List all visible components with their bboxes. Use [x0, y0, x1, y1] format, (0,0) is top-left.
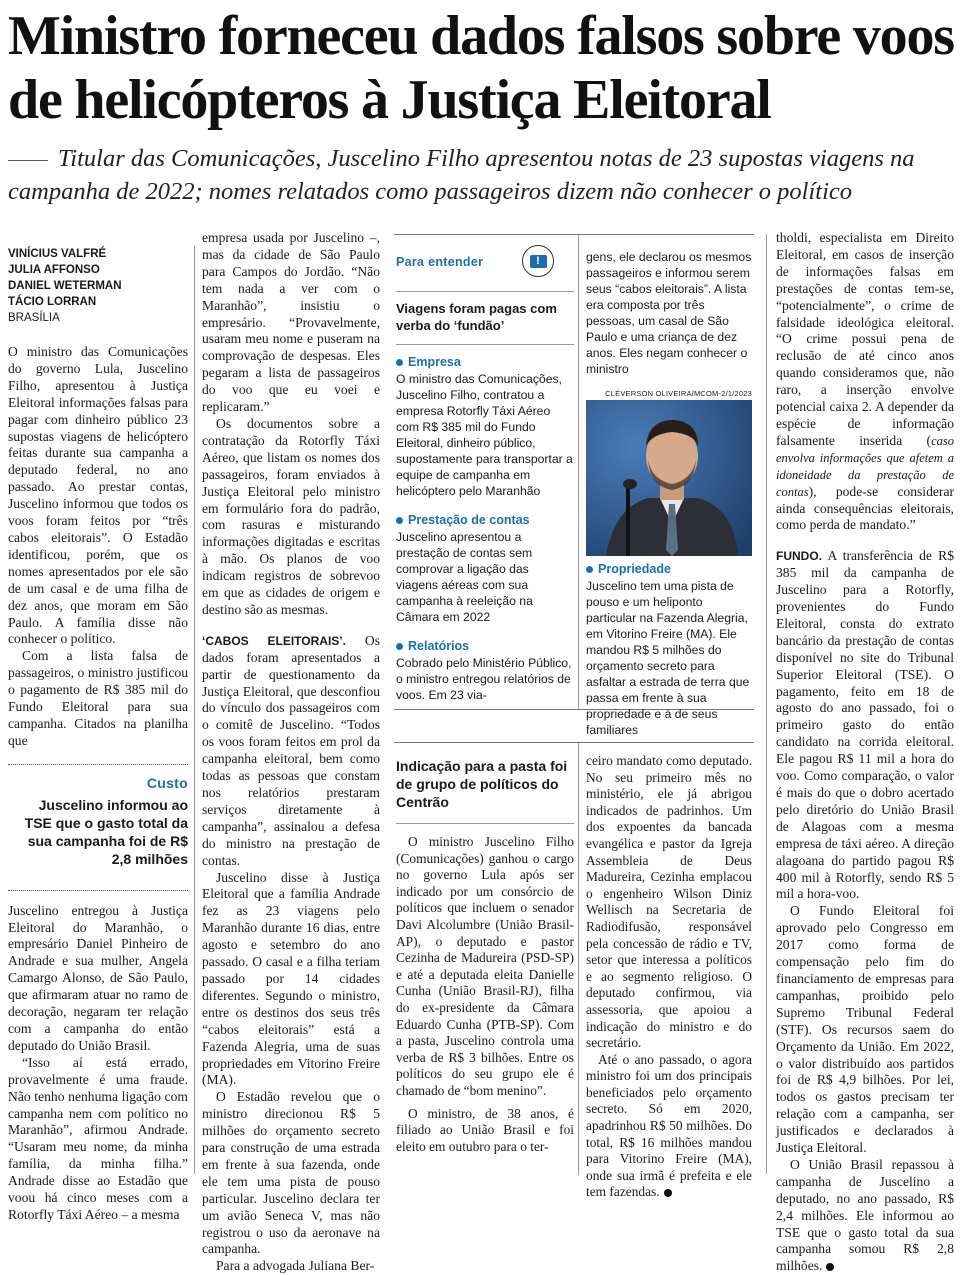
callout	[8, 764, 188, 868]
paragraph: O Fundo Eleitoral foi aprovado pelo Congresso em 2017 como forma de compensação pelo fim do financiamento de empresas para campanhas, proibido pelo Supremo Tribunal Federal (STF). Os recursos saem do Orçamento da União. Em 2022, o valor distribuído aos partidos foi de R$ 4,9 bilhões. Por lei, todos os gastos precisam ter relação com a campanha, ser justificados e declarados à Justiça Eleitoral.	[776, 903, 954, 1156]
deck-text: Titular das Comunicações, Juscelino Filho apresentou notas de 23 supostas viagens na campanha de 2022; nomes relatados como passageiros dizem não conhecer o político	[8, 145, 915, 205]
column-rule	[194, 246, 195, 1174]
column-2	[202, 230, 380, 1275]
byline	[8, 246, 188, 326]
end-mark-icon	[664, 1189, 672, 1197]
paragraph: O União Brasil repassou à campanha de Juscelino a deputado, no ano passado, R$ 2,4 milhões. Ele informou ao TSE que o gasto total da sua campanha somou R$ 2,8 milhões.	[776, 1156, 954, 1274]
divider	[8, 890, 188, 903]
section-lead: ‘CABOS ELEITORAIS’.	[202, 633, 346, 648]
end-mark-icon	[826, 1263, 834, 1271]
author: DANIEL WETERMAN	[8, 280, 122, 292]
photo-credit: CLÉVERSON OLIVEIRA/MCOM-2/1/2023	[605, 389, 752, 398]
explainer-text: Cobrado pelo Ministério Público, o ministro entregou relatórios de voos. Em 23 via-	[396, 656, 572, 702]
bullet-icon	[396, 517, 403, 524]
sidebar-title: Indicação para a pasta foi de grupo de políticos do Centrão	[396, 758, 568, 810]
bullet-icon	[396, 643, 403, 650]
explainer-title: Viagens foram pagas com verba do ‘fundão’	[396, 301, 557, 333]
column-1	[8, 246, 188, 1224]
section-lead: FUNDO.	[776, 549, 822, 564]
divider	[396, 823, 574, 834]
minister-photo	[586, 400, 752, 556]
callout-kicker: Custo	[146, 774, 188, 791]
author: VINÍCIUS VALFRÉ	[8, 248, 107, 260]
paragraph: O ministro das Comunicações do governo Lula, Juscelino Filho, apresentou à Justiça Eleitoral informações falsas para pagar com dinheiro público 23 supostas viagens de helicóptero feitas durante sua campanha a deputado federal, no ano passado. Ao prestar contas, Juscelino informou que todos os voos foram feitos por “três cabos eleitorais”. O Estadão identificou, porém, que os nomes apresentados por ele são de um casal e de uma filha de dez anos, que moram em São Paulo. A família disse não conhecer o político.	[8, 344, 188, 647]
paragraph: Os documentos sobre a contratação da Rotorfly Táxi Aéreo, que listam os nomes dos passageiros, foram enviados à Justiça Eleitoral pelo ministro em formulário fora do padrão, com rasuras e misturando informações digitadas e escritas à mão. Os planos de voo indicam registros de sobrevoo em que as cidades de origem e destino são as mesmas.	[202, 415, 380, 617]
paragraph: Para a advogada Juliana Ber-	[216, 1258, 375, 1274]
deck	[8, 142, 953, 208]
paragraph: Com a lista falsa de passageiros, o ministro justificou o pagamento de R$ 385 mil do Fundo Eleitoral para sua campanha. Citados na planilha que	[8, 648, 188, 748]
column-rule	[578, 235, 579, 709]
callout-text: Juscelino informou ao TSE que o gasto total da sua campanha foi de R$ 2,8 milhões	[24, 796, 188, 867]
deck-rule	[8, 160, 48, 161]
sidebar-text: O ministro Juscelino Filho (Comunicações) ganhou o cargo no governo Lula após ser indicado por um consórcio de políticos que incluem o senador Davi Alcolumbre (União Brasil-AP), o deputado e pastor Cezinha de Madureira (PSD-SP) e até a deputada eleita Danielle Cunha (União Brasil-RJ), filha do ex-presidente da Câmara Eduardo Cunha (PTB-SP). Com a pasta, Juscelino controla uma verba de R$ 3 bilhões. Entre os políticos do seu grupo ele é chamado de “bom menino”. O ministro, de 38 anos, é filiado ao União Brasil e foi eleito em outubro para o ter-	[396, 834, 574, 1154]
author: JULIA AFFONSO	[8, 264, 100, 276]
headline: Ministro forneceu dados falsos sobre voos de helicópteros à Justiça Eleitoral	[8, 5, 954, 131]
column-rule	[578, 743, 579, 1175]
explainer-text: O ministro das Comunicações, Juscelino Filho, contratou a empresa Rotorfly Táxi Aéreo com R$ 385 mil do Fundo Eleitoral, dinheiro público, supostamente para transportar a equipe de campanha em helicóptero pelo Maranhão	[396, 372, 573, 498]
explainer-subhead: Relatórios	[396, 639, 574, 653]
paragraph: FUNDO. A transferência de R$ 385 mil da campanha de Juscelino para a Rotorfly, provenientes do Fundo Eleitoral, consta do extrato bancário da prestação de contas disponível no site do Tribunal Superior Eleitoral (TSE). O pagamento, feito em 18 de agosto do ano passado, foi o primeiro gasto do então candidato na corrida eleitoral. Ele pagou R$ 11 mil a hora do voo. Como comparação, o valor é mais do que o dobro acertado pelo diretório do União Brasil de Alagoas com a mesma empresa de táxi aéreo. A direção alagoana do partido pagou R$ 400 mil à Rotorfly, sendo R$ 5 mil a hora-voo.	[776, 548, 954, 902]
explainer-text: Juscelino apresentou a prestação de contas sem comprovar a ligação das viagens aéreas com sua campanha à reeleição na Câmara em 2022	[396, 530, 533, 624]
explainer-subhead: Empresa	[396, 355, 574, 369]
explainer-subhead: Propriedade	[586, 562, 752, 576]
sidebar-text: ceiro mandato como deputado. No seu primeiro mês no ministério, ele já abrigou indicados de padrinhos. Um dos expoentes da bancada evangélica e pastor da Igreja Assembleia de Deus Madureira, Cezinha emplacou o engenheiro Wilson Diniz Wellisch na Secretaria de Radiodifusão, responsável pela concessão de rádio e TV, setor que interessa a políticos e ao segmento religioso. O deputado confirmou, via assessoria, que apoiou a indicação do ministro e do secretário. Até o ano passado, o agora ministro foi um dos principais beneficiados pelo orçamento secreto. Só em 2020, apadrinhou R$ 50 milhões. Do total, R$ 16 milhões mandou para Vitorino Freire (MA), onde sua irmã é prefeita e ele tem fazendas.	[586, 753, 752, 1200]
column-5	[776, 230, 954, 1275]
paragraph: O Estadão revelou que o ministro direcionou R$ 5 milhões do orçamento secreto para construção de uma estrada em frente à sua fazenda, onde ele tem uma pista de pouso particular. Juscelino declara ter um avião Seneca V, mas não registrou o uso da aeronave na campanha.	[202, 1089, 380, 1257]
explainer-text: gens, ele declarou os mesmos passageiros e informou serem seus “cabos eleitorais”. A lista era composta por três pessoas, um casal de São Paulo e uma criança de dez anos. Eles negam conhecer o ministro	[586, 250, 752, 376]
explainer-subhead: Prestação de contas	[396, 513, 574, 527]
divider	[396, 291, 574, 300]
paragraph: Juscelino disse à Justiça Eleitoral que a família Andrade fez as 23 viagens pelo Maranhão durante 16 dias, entre agosto e setembro do ano passado. O casal e a filha teriam passado por 14 cidades diferentes. Segundo o ministro, entre os destinos dos seus três “cabos eleitorais” está a Fazenda Alegria, uma de suas propriedades em Vitorino Freire (MA).	[202, 869, 380, 1088]
bullet-icon	[586, 566, 593, 573]
paragraph: empresa usada por Juscelino –, mas da cidade de São Paulo para Campos do Jordão. “Não tem nada a ver com o Maranhão”, insistiu o empresário. “Provavelmente, usaram meu nome e puseram na comprovação de despesas. Eles pegaram a lista de passageiros do voo que eu voei e replicaram.”	[202, 230, 380, 415]
explainer-kicker: Para entender	[396, 255, 484, 269]
author: TÁCIO LORRAN	[8, 296, 97, 308]
bullet-icon	[396, 359, 403, 366]
paragraph: Juscelino entregou à Justiça Eleitoral do Maranhão, o empresário Daniel Pinheiro de Andrade e sua mulher, Angela Camargo Alonso, de São Paulo, que afirmaram atuar no ramo de decoração, negaram ter relação com a campanha do então deputado do União Brasil.	[8, 902, 188, 1053]
explainer-text: Juscelino tem uma pista de pouso e um heliponto particular na Fazenda Alegria, em Vitorino Freire (MA). Ele mandou R$ 5 milhões do orçamento secreto para asfaltar a estrada de terra que passa em frente à sua propriedade e à de seus familiares	[586, 579, 750, 737]
paragraph: tholdi, especialista em Direito Eleitoral, em casos de inserção de informações falsas em prestações de contas tem-se, “potencialmente”, o crime de falsidade ideológica eleitoral. “O crime possui pena de reclusão de até cinco anos quando consideramos que, não raro, a inserção envolve potencial caixa 2. A depender da espécie de informação falsamente inserida (caso envolva informações que afetem a idoneidade da prestação de contas), pode-se considerar ainda consequências eleitorais, como perda de mandato.”	[776, 230, 954, 533]
divider	[396, 344, 574, 345]
sidebar-box	[394, 742, 754, 1200]
column-rule	[766, 234, 767, 1174]
paragraph: ‘CABOS ELEITORAIS’. Os dados foram apresentados a partir de questionamento da Justiça Eleitoral, que desconfiou do vínculo dos passageiros com o comitê de Juscelino. “Todos os voos foram feitos em prol da campanha eleitoral, bem como todas as pessoas que constam nos relatórios prestaram serviços diretamente à campanha”, assinalou a defesa do ministro na prestação de contas.	[202, 632, 380, 868]
dateline: BRASÍLIA	[8, 312, 60, 324]
info-icon: !	[522, 245, 554, 277]
paragraph: “Isso aí está errado, provavelmente é uma fraude. Não tenho nenhuma ligação com campanha nem com político no Maranhão”, afirmou Andrade. “Usaram meu nome, da minha família, da minha filha.” Andrade disse ao Estadão que voou há cinco meses com a Rotorfly Táxi Aéreo – a mesma	[8, 1054, 188, 1222]
explainer-box	[394, 234, 754, 737]
